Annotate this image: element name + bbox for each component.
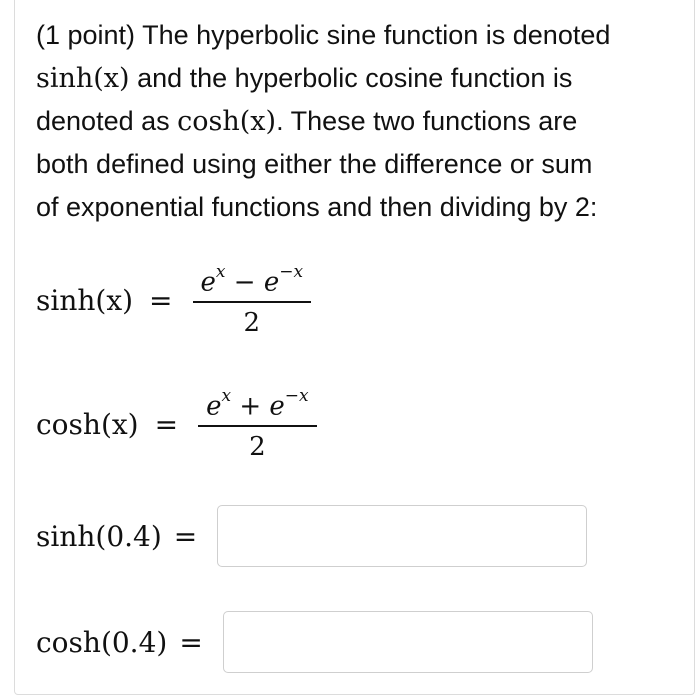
- problem-line-4: [36, 143, 686, 186]
- cosh-answer-equals: =: [179, 625, 203, 659]
- sinh-fraction: [193, 258, 312, 343]
- sinh-definition: [36, 258, 311, 343]
- problem-text-3a: denoted as: [36, 106, 170, 136]
- cosh-answer-input[interactable]: [223, 611, 593, 673]
- cosh-inline-math: cosh(x): [177, 106, 277, 137]
- sinh-numerator: $e^x - e^{-x}$: [200, 262, 304, 298]
- problem-line-5: [36, 186, 686, 229]
- sinh-answer-input[interactable]: [217, 505, 587, 567]
- cosh-fraction: [198, 382, 317, 467]
- problem-line-2: [36, 57, 686, 100]
- sinh-inline-math: sinh(x): [36, 63, 130, 94]
- problem-text-4: both defined using either the difference or sum: [36, 149, 593, 179]
- cosh-lhs: cosh(x): [36, 407, 139, 441]
- cosh-answer-row: [36, 611, 593, 673]
- sinh-answer-equals: =: [173, 519, 198, 553]
- cosh-equals: =: [154, 407, 179, 441]
- sinh-lhs: sinh(x): [36, 283, 134, 317]
- sinh-equals: =: [149, 283, 173, 317]
- problem-text-5: of exponential functions and then dividing by 2:: [36, 192, 598, 222]
- cosh-denominator: 2: [249, 431, 266, 462]
- cosh-answer-label: cosh(0.4): [36, 625, 168, 659]
- problem-text-3b: . These two functions are: [276, 106, 578, 136]
- cosh-numerator: $e^x + e^{-x}$: [206, 386, 309, 422]
- sinh-denominator: 2: [243, 307, 261, 338]
- problem-statement: [36, 14, 686, 229]
- point-label: (1 point): [36, 20, 136, 50]
- problem-line-3: [36, 100, 686, 143]
- problem-text-1: The hyperbolic sine function is denoted: [142, 20, 611, 50]
- sinh-answer-label: sinh(0.4): [36, 519, 162, 553]
- sinh-answer-row: [36, 505, 587, 567]
- problem-line-1: [36, 14, 686, 57]
- problem-text-2: and the hyperbolic cosine function is: [137, 63, 573, 93]
- cosh-definition: [36, 382, 317, 467]
